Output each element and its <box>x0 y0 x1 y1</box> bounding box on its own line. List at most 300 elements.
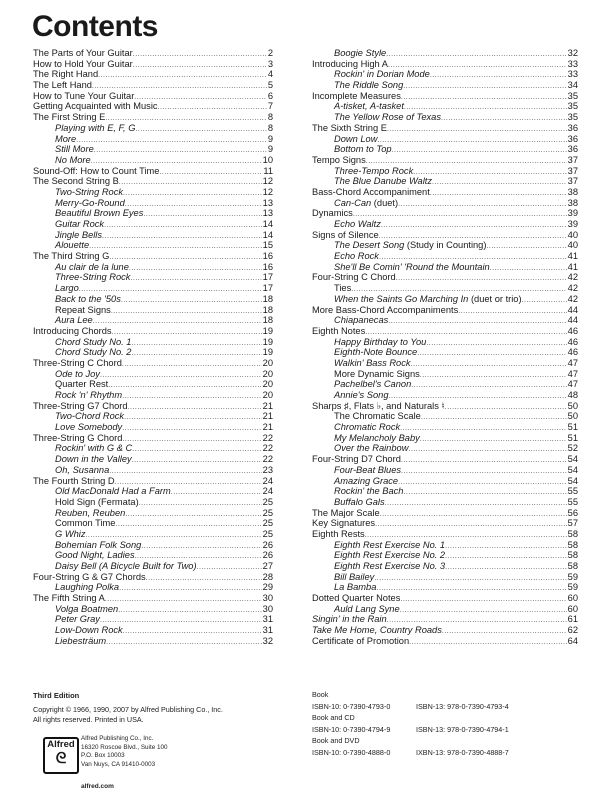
toc-entry <box>312 529 578 540</box>
dot-leader <box>197 563 262 574</box>
page-number: 57 <box>567 518 578 529</box>
toc-subentry <box>312 347 578 358</box>
entry-title-text: Two-Chord Rock <box>55 411 125 422</box>
entry-title-text: Ties <box>334 283 352 294</box>
page-number: 44 <box>567 304 578 315</box>
page-number: 46 <box>567 347 578 358</box>
entry-title <box>33 390 122 401</box>
entry-title <box>33 422 122 433</box>
entry-title-text: The Left Hand <box>33 80 92 91</box>
dot-leader <box>130 274 261 285</box>
dot-leader <box>139 499 262 510</box>
entry-title-text: Down in the Valley <box>55 454 132 465</box>
entry-title-text: Liebesträum <box>55 635 107 646</box>
page-number: 16 <box>262 251 273 262</box>
isbn-group <box>312 690 509 713</box>
entry-title <box>33 550 135 561</box>
page-number: 38 <box>567 197 578 208</box>
entry-title-text: Au clair de la lune <box>55 261 129 272</box>
entry-title-text: Guitar Rock <box>55 219 105 229</box>
entry-title-text: Love Somebody <box>55 422 123 433</box>
entry-title <box>312 294 522 305</box>
entry-title-text: Introducing High A <box>312 58 388 69</box>
toc-subentry <box>33 283 273 294</box>
isbn10: ISBN-10: 0-7390-4794-9 <box>312 724 391 734</box>
entry-title-text: Over the Rainbow <box>334 443 409 454</box>
entry-title-text: Alouette <box>55 240 90 251</box>
dot-leader <box>123 189 262 200</box>
toc-subentry <box>312 166 578 177</box>
entry-title <box>33 176 119 187</box>
page-number: 2 <box>267 48 273 58</box>
page-number: 22 <box>262 432 273 443</box>
entry-title-text: Four-Beat Blues <box>334 464 402 475</box>
page-number: 62 <box>567 625 578 636</box>
page-number: 21 <box>262 422 273 433</box>
page-title: Contents <box>32 10 158 43</box>
logo-wordmark: Alfred <box>47 739 75 750</box>
entry-title <box>33 454 132 465</box>
entry-title <box>33 219 104 230</box>
entry-title-text: How to Tune Your Guitar <box>33 90 135 101</box>
page-number: 12 <box>262 176 273 187</box>
entry-title <box>33 604 118 615</box>
toc-entry <box>312 155 578 166</box>
page-number: 19 <box>262 325 273 336</box>
dot-leader <box>398 478 567 489</box>
toc-entry <box>312 454 578 465</box>
page-number: 54 <box>567 464 578 475</box>
page-number: 40 <box>567 240 578 251</box>
entry-title <box>312 166 413 177</box>
entry-title-text: Aura Lee <box>55 315 93 326</box>
dot-leader <box>106 638 261 649</box>
toc-entry <box>312 625 578 636</box>
entry-title-text: Daisy Bell (A Bicycle Built for Two) <box>55 561 197 571</box>
entry-title <box>312 251 379 262</box>
entry-title-text: How to Hold Your Guitar <box>33 58 133 69</box>
entry-title <box>312 219 381 230</box>
entry-title-text: Happy Birthday to You <box>334 336 427 347</box>
entry-title-text: The Yellow Rose of Texas <box>334 112 441 123</box>
toc-subentry <box>33 582 273 593</box>
entry-title <box>312 155 366 166</box>
dot-leader <box>445 563 567 574</box>
entry-title-text: Still More <box>55 144 94 155</box>
entry-title <box>33 337 131 348</box>
entry-title <box>312 369 420 380</box>
dot-leader <box>490 264 567 275</box>
entry-title <box>33 433 122 444</box>
page-number: 26 <box>262 550 273 561</box>
toc-subentry <box>312 337 578 348</box>
dot-leader <box>442 627 567 638</box>
dot-leader <box>430 189 567 200</box>
toc-subentry <box>33 337 273 348</box>
dot-leader <box>128 403 262 414</box>
dot-leader <box>401 456 567 467</box>
dot-leader <box>411 360 567 371</box>
dot-leader <box>400 606 567 617</box>
entry-title-text: Hold Sign (Fermata) <box>55 496 139 507</box>
entry-title-text: Getting Acquainted with Music <box>33 101 158 112</box>
page-number: 55 <box>567 486 578 497</box>
dot-leader <box>118 606 261 617</box>
dot-leader <box>93 317 262 328</box>
entry-title <box>33 144 94 155</box>
dot-leader <box>458 307 566 318</box>
page-number: 39 <box>567 208 578 219</box>
dot-leader <box>125 510 261 521</box>
entry-title <box>312 305 458 316</box>
entry-title-text: Bill Bailey <box>334 571 375 582</box>
entry-title <box>312 272 396 283</box>
entry-title <box>312 486 403 497</box>
entry-title-text: Eighth-Note Bounce <box>334 347 418 358</box>
dot-leader <box>94 146 267 157</box>
toc-subentry <box>33 240 273 251</box>
entry-title-text: More Bass-Chord Accompaniments <box>312 304 459 315</box>
entry-title <box>312 101 404 112</box>
toc-subentry <box>33 144 273 155</box>
toc-entry <box>312 508 578 519</box>
page-number: 36 <box>567 144 578 155</box>
page-number: 33 <box>567 69 578 80</box>
dot-leader <box>400 595 566 606</box>
page-number: 18 <box>262 293 273 304</box>
entry-title <box>312 262 490 273</box>
page-number: 32 <box>567 48 578 58</box>
toc-subentry <box>312 294 578 305</box>
toc-entry <box>33 326 273 337</box>
dot-leader <box>417 349 566 360</box>
website-link[interactable]: alfred.com <box>81 783 114 790</box>
page-number: 37 <box>567 154 578 165</box>
page-number: 51 <box>567 432 578 443</box>
toc-subentry <box>33 518 273 529</box>
dot-leader <box>122 360 262 371</box>
dot-leader <box>445 552 567 563</box>
entry-title-text: Bass-Chord Accompaniment <box>312 186 430 197</box>
page-number: 3 <box>267 58 273 69</box>
entry-title <box>33 465 109 476</box>
dot-leader <box>122 424 261 435</box>
toc-entry <box>33 166 273 177</box>
toc-subentry <box>33 230 273 241</box>
entry-title <box>312 433 420 444</box>
page-number: 58 <box>567 539 578 550</box>
toc-subentry <box>33 497 273 508</box>
entry-title-text: Auld Lang Syne <box>334 603 400 614</box>
dot-leader <box>401 467 567 478</box>
page-number: 47 <box>567 357 578 368</box>
entry-title-text: Reuben, Reuben <box>55 507 126 518</box>
entry-title <box>33 166 159 177</box>
toc-subentry <box>312 497 578 508</box>
toc-subentry <box>33 614 273 625</box>
dot-leader <box>400 424 567 435</box>
dot-leader <box>105 595 262 606</box>
isbn13: IXBN-13: 978-0-7390-4888-7 <box>416 747 509 757</box>
page-number: 36 <box>567 133 578 144</box>
dot-leader <box>445 542 567 553</box>
isbn10: ISBN-10: 0-7390-4888-0 <box>312 747 391 757</box>
entry-title-text: The Right Hand <box>33 69 99 80</box>
entry-title <box>312 283 351 294</box>
page-number: 44 <box>567 315 578 326</box>
dot-leader <box>385 499 567 510</box>
entry-title <box>312 465 401 476</box>
page-number: 36 <box>567 122 578 133</box>
toc-subentry <box>33 561 273 572</box>
entry-title-text: Eighth Rest Exercise No. 3 <box>334 561 446 571</box>
toc-entry <box>312 518 578 529</box>
entry-title-text: The Chromatic Scale <box>334 411 421 422</box>
page-number: 17 <box>262 272 273 283</box>
entry-title-text: Eighth Rest Exercise No. 2 <box>334 550 446 561</box>
entry-title <box>312 540 445 551</box>
page-number: 37 <box>567 176 578 187</box>
entry-title <box>312 358 411 369</box>
entry-title-text: Chord Study No. 2 <box>55 347 132 358</box>
entry-title-text: Take Me Home, Country Roads <box>312 625 442 636</box>
entry-title <box>33 486 171 497</box>
entry-title-text: My Melancholy Baby <box>334 432 420 443</box>
entry-title-text: Three-Tempo Rock <box>334 165 414 176</box>
entry-title <box>33 134 76 145</box>
entry-title <box>33 443 132 454</box>
entry-title <box>33 187 123 198</box>
dot-leader <box>376 584 566 595</box>
dot-leader <box>146 574 262 585</box>
toc-subentry <box>33 636 273 647</box>
toc-subentry <box>33 272 273 283</box>
entry-title-text: Singin' in the Rain <box>312 614 387 625</box>
page-number: 47 <box>567 368 578 379</box>
entry-title <box>33 272 130 283</box>
dot-leader <box>413 168 566 179</box>
toc-entry <box>312 401 578 412</box>
entry-title-text: Jingle Bells <box>55 229 103 240</box>
page-number: 35 <box>567 101 578 112</box>
entry-title <box>33 112 105 123</box>
dot-leader <box>432 178 567 189</box>
entry-title-text: The First String E <box>33 112 106 123</box>
entry-title-text: A-tisket, A-tasket <box>334 101 404 112</box>
toc-subentry <box>33 369 273 380</box>
page-number: 30 <box>262 593 273 604</box>
dot-leader <box>76 136 267 147</box>
toc-subentry <box>312 433 578 444</box>
entry-title-text: Rock 'n' Rhythm <box>55 390 123 400</box>
dot-leader <box>380 510 567 521</box>
page-number: 25 <box>262 496 273 507</box>
page-number: 58 <box>567 528 578 539</box>
page-number: 17 <box>262 283 273 294</box>
toc-subentry <box>33 208 273 219</box>
page-number: 59 <box>567 582 578 593</box>
page-number: 34 <box>567 80 578 91</box>
entry-title-text: Common Time <box>55 518 116 529</box>
toc-entry <box>33 251 273 262</box>
page-number: 8 <box>267 112 273 123</box>
toc-subentry <box>33 411 273 422</box>
dot-leader <box>396 274 567 285</box>
entry-title-text: Bohemian Folk Song <box>55 539 142 550</box>
address-line: 16320 Roscoe Blvd., Suite 100 <box>81 743 168 751</box>
dot-leader <box>131 339 261 350</box>
isbn13: ISBN-13: 978-0-7390-4793-4 <box>416 701 509 711</box>
entry-title-text: The Major Scale <box>312 507 380 518</box>
entry-title-text: Dynamics <box>312 208 353 219</box>
toc-entry <box>312 208 578 219</box>
toc-entry <box>312 305 578 316</box>
dot-leader <box>131 349 261 360</box>
dot-leader <box>132 445 261 456</box>
entry-title <box>33 294 121 305</box>
toc-subentry <box>33 347 273 358</box>
entry-title-text: Eighth Rests <box>312 528 365 539</box>
isbn-label: Book and DVD <box>312 736 360 745</box>
entry-title <box>312 476 398 487</box>
entry-title <box>312 518 375 529</box>
toc-subentry <box>312 582 578 593</box>
entry-title <box>312 187 430 198</box>
entry-title-text: Laughing Polka <box>55 582 120 593</box>
entry-title-text: The Desert Song <box>334 240 405 251</box>
entry-title-text: Tempo Signs <box>312 154 366 165</box>
entry-title-text: Chord Study No. 1 <box>55 336 132 347</box>
toc-subentry <box>33 390 273 401</box>
toc-subentry <box>33 123 273 134</box>
dot-leader <box>403 82 566 93</box>
toc-subentry <box>33 486 273 497</box>
page-number: 22 <box>262 454 273 465</box>
entry-title-text: Key Signatures <box>312 518 376 529</box>
isbn-group <box>312 736 509 759</box>
dot-leader <box>102 232 262 243</box>
entry-title <box>33 80 92 91</box>
toc-subentry <box>312 561 578 572</box>
dot-leader <box>115 520 261 531</box>
entry-title <box>312 91 401 102</box>
entry-title-text: Repeat Signs <box>55 304 111 315</box>
entry-title-text: Walkin' Bass Rock <box>334 357 411 368</box>
page-number: 8 <box>267 122 273 133</box>
toc-subentry <box>33 443 273 454</box>
entry-title <box>312 347 417 358</box>
page-number: 12 <box>262 186 273 197</box>
isbn10: ISBN-10: 0-7390-4793-0 <box>312 701 391 711</box>
entry-title <box>312 59 388 70</box>
page-number: 41 <box>567 251 578 262</box>
page-number: 15 <box>262 240 273 251</box>
toc-entry <box>312 91 578 102</box>
entry-title-text: Merry-Go-Round <box>55 197 125 208</box>
isbn-group <box>312 713 509 736</box>
page-number: 47 <box>567 379 578 390</box>
page-number: 22 <box>262 443 273 454</box>
toc-entry <box>312 123 578 134</box>
toc-subentry <box>312 358 578 369</box>
entry-title-text: Eighth Rest Exercise No. 1 <box>334 539 446 550</box>
entry-title-text: The Third String G <box>33 251 110 262</box>
entry-title <box>312 315 388 326</box>
toc-subentry <box>33 315 273 326</box>
dot-leader <box>381 221 567 232</box>
entry-title <box>312 508 380 519</box>
page-number: 21 <box>262 411 273 422</box>
entry-title <box>33 240 89 251</box>
dot-leader <box>171 488 262 499</box>
dot-leader <box>420 371 567 382</box>
toc-subentry <box>312 283 578 294</box>
isbn13: ISBN-13: 978-0-7390-4794-1 <box>416 724 509 734</box>
toc-entry <box>312 230 578 241</box>
entry-title-text: Four-String G & G7 Chords <box>33 571 146 582</box>
page-number: 20 <box>262 390 273 400</box>
page-number: 55 <box>567 496 578 507</box>
entry-title <box>312 240 486 251</box>
dot-leader <box>108 381 261 392</box>
entry-title <box>33 315 93 326</box>
dot-leader <box>119 584 262 595</box>
entry-title <box>312 561 445 572</box>
entry-title <box>33 358 122 369</box>
edition-label: Third Edition <box>33 691 80 700</box>
entry-title <box>33 101 158 112</box>
toc-entry <box>33 593 273 604</box>
toc-entry <box>33 101 273 112</box>
entry-title-text: Annie's Song <box>334 390 389 400</box>
entry-title <box>33 614 100 625</box>
dot-leader <box>123 627 262 638</box>
toc-subentry <box>33 454 273 465</box>
page-number: 50 <box>567 400 578 411</box>
entry-title <box>312 144 392 155</box>
page-number: 42 <box>567 283 578 294</box>
entry-title-text: Incomplete Measures <box>312 90 401 101</box>
entry-title <box>312 230 379 241</box>
page-number: 11 <box>263 165 273 176</box>
dot-leader <box>133 50 267 61</box>
toc-subentry <box>33 508 273 519</box>
entry-title-text: Old MacDonald Had a Farm <box>55 486 171 497</box>
entry-title-text: Oh, Susanna <box>55 464 110 475</box>
toc-subentry <box>312 390 578 401</box>
toc-subentry <box>312 48 578 59</box>
dot-leader <box>109 467 261 478</box>
toc-entry <box>312 614 578 625</box>
toc-entry <box>33 80 273 91</box>
toc-entry <box>312 593 578 604</box>
dot-leader <box>392 146 567 157</box>
dot-leader <box>430 71 567 82</box>
dot-leader <box>158 103 267 114</box>
dot-leader <box>353 210 567 221</box>
toc-subentry <box>33 187 273 198</box>
entry-title-text: Playing with E, F, G <box>55 122 136 133</box>
entry-title-text: Dotted Quarter Notes <box>312 593 401 604</box>
entry-title <box>312 134 377 145</box>
toc-entry <box>33 476 273 487</box>
page-number: 50 <box>567 411 578 422</box>
toc-entry <box>312 272 578 283</box>
entry-title <box>33 476 115 487</box>
entry-title-text: Echo Rock <box>334 251 379 262</box>
page-number: 25 <box>262 507 273 518</box>
page-number: 39 <box>567 219 578 229</box>
